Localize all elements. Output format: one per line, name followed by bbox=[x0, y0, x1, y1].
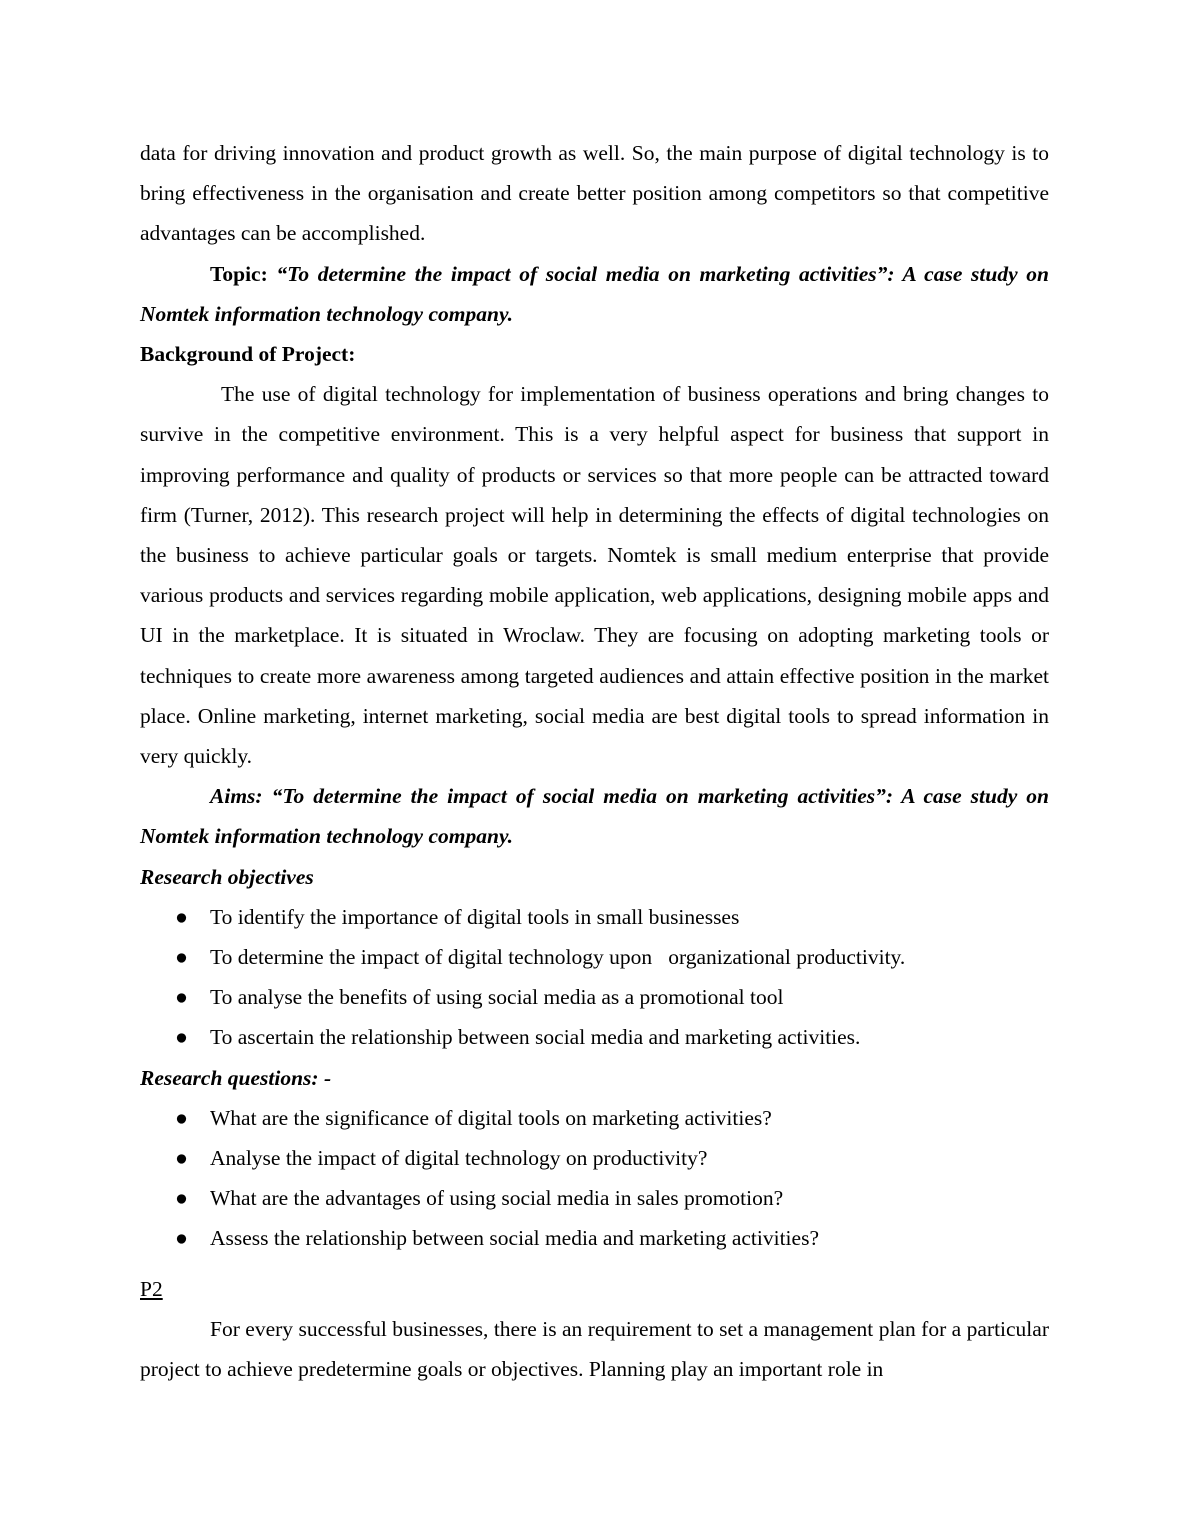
list-item bbox=[140, 897, 1049, 937]
list-item-text: To ascertain the relationship between social media and marketing activities. bbox=[210, 1025, 861, 1050]
p2-paragraph: For every successful businesses, there is an requirement to set a management plan for a particular project to achieve predetermine goals or objectives. Planning play an important role in bbox=[140, 1316, 1049, 1382]
list-item-text: To analyse the benefits of using social media as a promotional tool bbox=[210, 985, 784, 1010]
bullet-icon: ● bbox=[175, 985, 188, 1010]
list-item bbox=[140, 977, 1049, 1017]
topic-label: Topic: bbox=[210, 261, 277, 286]
bullet-icon: ● bbox=[175, 1226, 188, 1251]
document-page bbox=[140, 133, 1049, 1389]
list-item-text: What are the significance of digital tools on marketing activities? bbox=[210, 1105, 772, 1130]
bullet-icon: ● bbox=[175, 1105, 188, 1130]
list-item bbox=[140, 1017, 1049, 1057]
research-questions-list bbox=[140, 1098, 1049, 1259]
bullet-icon: ● bbox=[175, 1025, 188, 1050]
list-item-text: Assess the relationship between social media and marketing activities? bbox=[210, 1226, 819, 1251]
list-item bbox=[140, 1098, 1049, 1138]
bullet-icon: ● bbox=[175, 1146, 188, 1171]
list-item-text: To determine the impact of digital technology upon organizational productivity. bbox=[210, 945, 906, 970]
p2-heading: P2 bbox=[140, 1276, 163, 1301]
list-item bbox=[140, 1218, 1049, 1258]
background-paragraph: The use of digital technology for implementation of business operations and bring changes to survive in the competitive environment. This is a very helpful aspect for business that support in improving performance and quality of products or services so that more people can be attracted toward firm (Turner, 2012). This research project will help in determining the effects of digital technologies on the business to achieve particular goals or targets. Nomtek is small medium enterprise that provide various products and services regarding mobile application, web applications, designing mobile apps and UI in the marketplace. It is situated in Wroclaw. They are focusing on adopting marketing tools or techniques to create more awareness among targeted audiences and attain effective position in the market place. Online marketing, internet marketing, social media are best digital tools to spread information in very quickly. bbox=[140, 382, 1049, 769]
topic-text: “To determine the impact of social media on marketing activities”: A case study on Nomtek information technology company. bbox=[140, 261, 1049, 326]
topic-paragraph bbox=[140, 254, 1049, 334]
intro-paragraph: data for driving innovation and product growth as well. So, the main purpose of digital technology is to bring effectiveness in the organisation and create better position among competitors so that competitive advantages can be accomplished. bbox=[140, 141, 1049, 246]
bullet-icon: ● bbox=[175, 945, 188, 970]
research-questions-heading: Research questions: - bbox=[140, 1065, 332, 1090]
list-item bbox=[140, 1178, 1049, 1218]
aims-paragraph: Aims: “To determine the impact of social media on marketing activities”: A case study on Nomtek information technology company. bbox=[140, 784, 1049, 849]
list-item-text: What are the advantages of using social media in sales promotion? bbox=[210, 1186, 784, 1211]
list-item bbox=[140, 1138, 1049, 1178]
bullet-icon: ● bbox=[175, 904, 188, 929]
bullet-icon: ● bbox=[175, 1186, 188, 1211]
list-item-text: Analyse the impact of digital technology on productivity? bbox=[210, 1146, 708, 1171]
research-objectives-heading: Research objectives bbox=[140, 864, 314, 889]
list-item-text: To identify the importance of digital tools in small businesses bbox=[210, 904, 740, 929]
list-item bbox=[140, 937, 1049, 977]
research-objectives-list bbox=[140, 897, 1049, 1058]
background-heading: Background of Project: bbox=[140, 342, 356, 367]
